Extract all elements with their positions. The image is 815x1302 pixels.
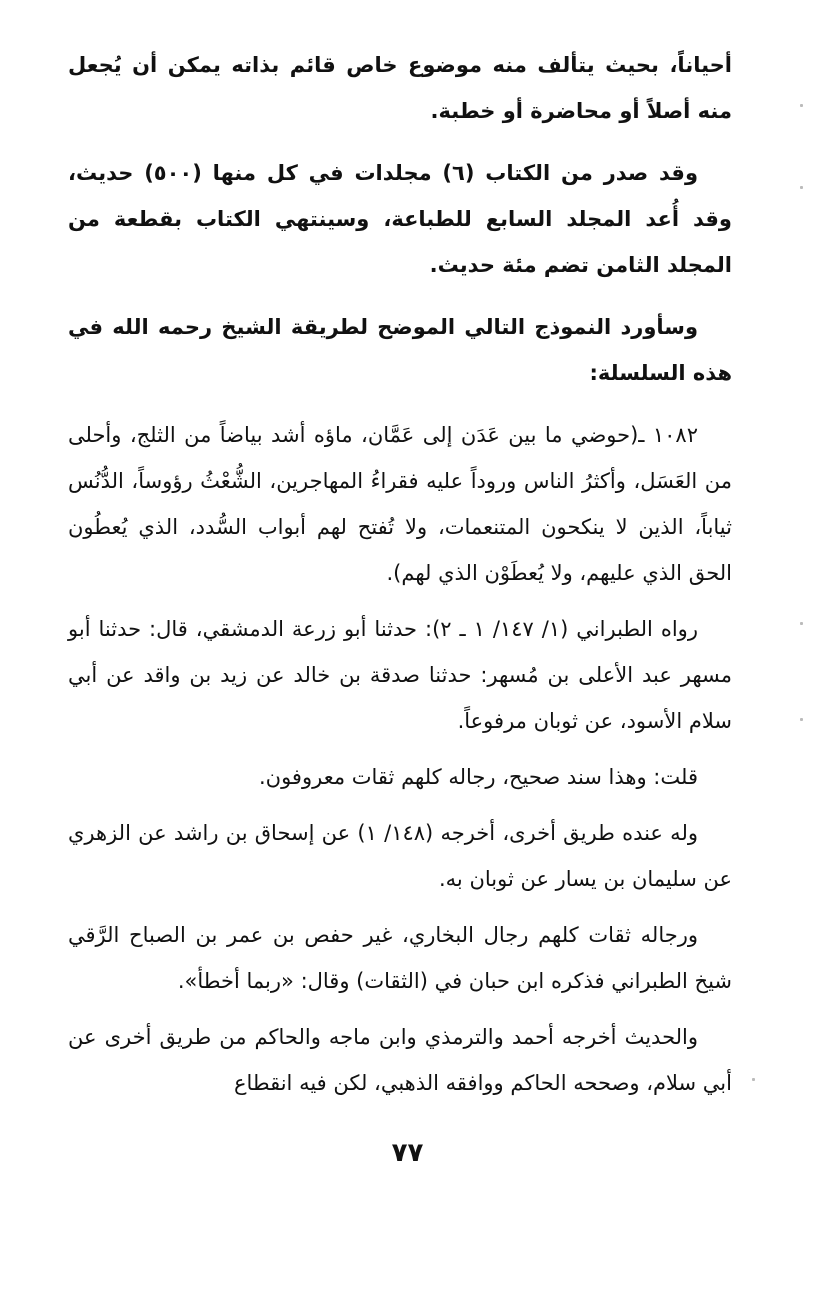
page-number: ٧٧ — [391, 1138, 424, 1168]
paragraph-3-text: وسأورد النموذج التالي الموضح لطريقة الشيخ رحمه الله في هذه السلسلة: — [68, 315, 732, 385]
narrators-text: ورجاله ثقات كلهم رجال البخاري، غير حفص بن عمر بن الصباح الرَّقي شيخ الطبراني فذكره ابن حبان في (الثقات) وقال: «ربما أخطأ». — [68, 923, 732, 993]
margin-speck — [800, 186, 803, 189]
hadith-text-body: ١٠٨٢ ـ(حوضي ما بين عَدَن إلى عَمَّان، ماؤه أشد بياضاً من الثلج، وأحلى من العَسَل، وأكثرُ الناس وروداً عليه فقراءُ المهاجرين، الشُّعْثُ رؤوساً، الدُّنُس ثياباً، الذين لا ينكحون المتنعمات، ولا تُفتح لهم أبواب السُّدد، الذي يُعطُون الحق الذي عليهم، ولا يُعطَوْن الذي لهم). — [68, 423, 732, 585]
takhrij-paragraph — [68, 606, 732, 744]
narrators-paragraph — [68, 912, 732, 1004]
paragraph-2-text: وقد صدر من الكتاب (٦) مجلدات في كل منها (٥٠٠) حديث، وقد أُعد المجلد السابع للطباعة، وسينتهي الكتاب بقطعة من المجلد الثامن تضم مئة حديث. — [68, 161, 732, 277]
page-body — [68, 42, 732, 1106]
other-route-text: وله عنده طريق أخرى، أخرجه (١٤٨/ ١) عن إسحاق بن راشد عن الزهري عن سليمان بن يسار عن ثوبان به. — [68, 821, 732, 891]
paragraph-3 — [68, 304, 732, 396]
takhrij-text: رواه الطبراني (١/ ١٤٧/ ١ ـ ٢): حدثنا أبو زرعة الدمشقي، قال: حدثنا أبو مسهر عبد الأعلى بن مُسهر: حدثنا صدقة بن خالد عن زيد بن واقد عن أبي سلام الأسود، عن ثوبان مرفوعاً. — [68, 617, 732, 733]
final-paragraph — [68, 1014, 732, 1106]
margin-speck — [800, 718, 803, 721]
other-route-paragraph — [68, 810, 732, 902]
margin-speck — [752, 1078, 755, 1081]
paragraph-2 — [68, 150, 732, 288]
hadith-text — [68, 412, 732, 596]
grading-text: قلت: وهذا سند صحيح، رجاله كلهم ثقات معروفون. — [258, 765, 698, 789]
paragraph-1: أحياناً، بحيث يتألف منه موضوع خاص قائم بذاته يمكن أن يُجعل منه أصلاً أو محاضرة أو خطبة. — [68, 53, 732, 123]
margin-speck — [800, 622, 803, 625]
final-paragraph-text: والحديث أخرجه أحمد والترمذي وابن ماجه والحاكم من طريق أخرى عن أبي سلام، وصححه الحاكم ووافقه الذهبي، لكن فيه انقطاع — [68, 1025, 732, 1095]
grading-paragraph — [68, 754, 732, 800]
margin-speck — [800, 104, 803, 107]
